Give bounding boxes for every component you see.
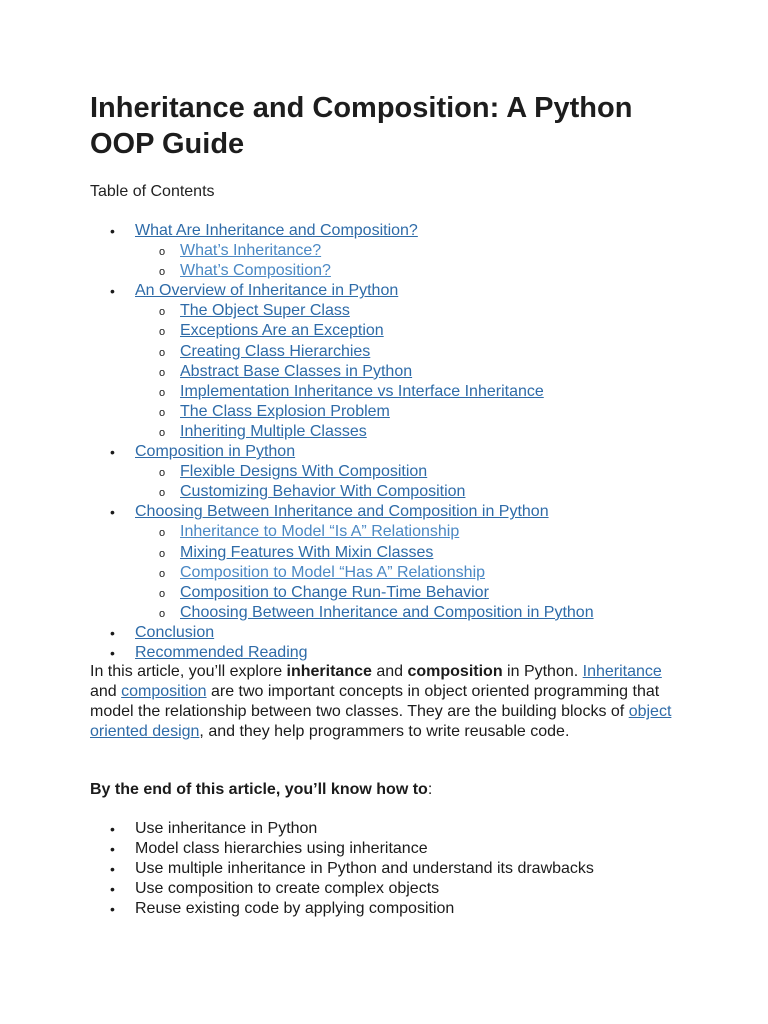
toc-subitem: [135, 342, 594, 362]
toc-sublist: [135, 462, 594, 502]
toc-subitem: [135, 603, 594, 623]
toc-link-whats-inheritance[interactable]: What’s Inheritance?: [180, 242, 322, 260]
toc-link-flexible-designs[interactable]: Flexible Designs With Composition: [180, 463, 428, 481]
toc-subitem: [135, 362, 594, 382]
toc-item: [90, 281, 594, 442]
toc-link-choosing-between[interactable]: Choosing Between Inheritance and Composition in Python: [135, 503, 549, 521]
toc-subitem: [135, 583, 594, 603]
list-item: • Use inheritance in Python: [90, 819, 594, 839]
toc-sublist: [135, 301, 594, 442]
composition-link[interactable]: composition: [121, 683, 207, 701]
toc-link-whats-composition[interactable]: What’s Composition?: [180, 262, 331, 280]
toc-item: [90, 502, 594, 623]
toc-link-composition-runtime[interactable]: Composition to Change Run-Time Behavior: [180, 583, 489, 601]
toc-subitem: [135, 462, 594, 482]
toc-link-mixin-classes[interactable]: Mixing Features With Mixin Classes: [180, 543, 434, 561]
toc-link-class-explosion-problem[interactable]: The Class Explosion Problem: [180, 402, 390, 420]
intro-paragraph: [90, 662, 680, 742]
learning-goals-colon: :: [427, 781, 433, 798]
toc-sublist: [135, 241, 594, 281]
toc-subitem: [135, 422, 594, 442]
toc-link-exceptions-are-an-exception[interactable]: Exceptions Are an Exception: [180, 322, 384, 340]
list-item: • Use composition to create complex objects: [90, 879, 594, 899]
toc-link-object-super-class[interactable]: The Object Super Class: [180, 302, 350, 320]
toc-link-conclusion[interactable]: Conclusion: [135, 623, 215, 641]
toc-subitem: [135, 522, 594, 542]
toc-link-customizing-behavior[interactable]: Customizing Behavior With Composition: [180, 483, 466, 501]
toc-link-creating-class-hierarchies[interactable]: Creating Class Hierarchies: [180, 342, 371, 360]
intro-text: , and they help programmers to write reusable code.: [199, 723, 570, 741]
learning-goals-list: [90, 819, 594, 919]
toc-link-composition-has-a[interactable]: Composition to Model “Has A” Relationship: [180, 563, 486, 581]
toc-item: [90, 442, 594, 502]
toc-subitem: [135, 382, 594, 402]
toc-subitem: [135, 563, 594, 583]
toc-link-what-are-inheritance-and-composition[interactable]: What Are Inheritance and Composition?: [135, 222, 418, 239]
toc-sublist: [135, 522, 594, 622]
toc-subitem: [135, 321, 594, 341]
list-item: • Reuse existing code by applying composition: [90, 899, 594, 919]
inheritance-link[interactable]: Inheritance: [582, 663, 662, 680]
list-item: • Model class hierarchies using inheritance: [90, 839, 594, 859]
toc-subitem: [135, 402, 594, 422]
intro-text: in Python.: [502, 663, 583, 680]
toc-link-abstract-base-classes[interactable]: Abstract Base Classes in Python: [180, 362, 413, 380]
intro-text: and: [371, 663, 408, 680]
object-oriented-design-link[interactable]: object oriented design: [90, 703, 672, 741]
toc-subitem: [135, 543, 594, 563]
toc-link-choosing-between-sub[interactable]: Choosing Between Inheritance and Composition in Python: [180, 603, 594, 621]
intro-text: and: [90, 683, 122, 701]
learning-goals-heading: [90, 780, 432, 800]
toc-link-composition-in-python[interactable]: Composition in Python: [135, 443, 296, 461]
toc-heading: Table of Contents: [90, 183, 215, 200]
intro-text: are two important concepts in object oriented programming that model the relationship between two classes. They are the building blocks of: [90, 683, 660, 721]
toc-item: [90, 221, 594, 281]
toc-item: [90, 643, 594, 663]
toc-link-recommended-reading[interactable]: Recommended Reading: [135, 643, 308, 661]
intro-bold-inheritance: inheritance: [286, 663, 372, 680]
toc-link-inheritance-is-a[interactable]: Inheritance to Model “Is A” Relationship: [180, 523, 460, 541]
toc-subitem: [135, 241, 594, 261]
toc-link-overview-of-inheritance[interactable]: An Overview of Inheritance in Python: [135, 282, 399, 300]
toc-link-implementation-vs-interface[interactable]: Implementation Inheritance vs Interface Inheritance: [180, 382, 544, 400]
learning-goals-heading-text: By the end of this article, you’ll know how to: [90, 781, 428, 798]
list-item: • Use multiple inheritance in Python and understand its drawbacks: [90, 859, 594, 879]
table-of-contents: [90, 221, 594, 663]
intro-bold-composition: composition: [407, 663, 503, 680]
toc-subitem: [135, 301, 594, 321]
intro-text: In this article, you’ll explore: [90, 663, 287, 680]
toc-item: [90, 623, 594, 643]
toc-subitem: [135, 261, 594, 281]
toc-link-inheriting-multiple-classes[interactable]: Inheriting Multiple Classes: [180, 422, 367, 440]
toc-subitem: [135, 482, 594, 502]
page-title: Inheritance and Composition: A Python OOP Guide: [90, 92, 633, 160]
